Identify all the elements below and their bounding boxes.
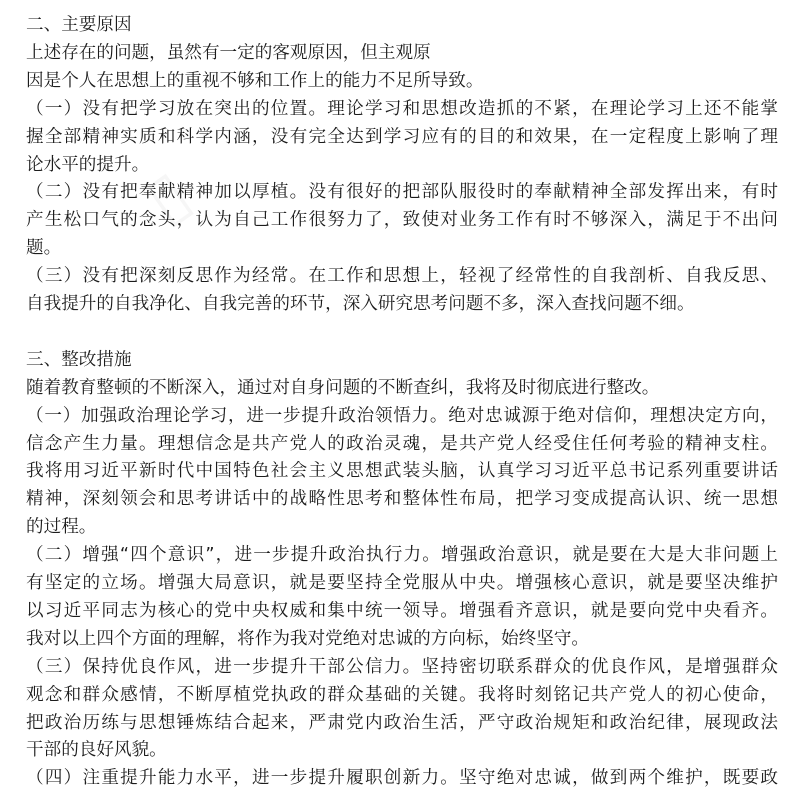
text-line: （一）没有把学习放在突出的位置。理论学习和思想改造抓的不紧，在理论学习上还不能掌: [26, 98, 778, 119]
text-line: 观念和群众感情，不断厚植党执政的群众基础的关键。我将时刻铭记共产党人的初心使命，: [26, 684, 778, 705]
text-line: 随着教育整顿的不断深入，通过对自身问题的不断查纠，我将及时彻底进行整改。: [26, 377, 660, 398]
text-line: （二）没有把奉献精神加以厚植。没有很好的把部队服役时的奉献精神全部发挥出来，有时: [26, 182, 778, 203]
text-line: （四）注重提升能力水平，进一步提升履职创新力。坚守绝对忠诚，做到两个维护，既要政: [26, 768, 778, 789]
text-line: 产生松口气的念头，认为自己工作很努力了，致使对业务工作有时不够深入，满足于不出问: [26, 210, 778, 231]
text-line: 以习近平同志为核心的党中央权威和集中统一领导。增强看齐意识，就是要向党中央看齐。: [26, 600, 778, 621]
text-line: 我将用习近平新时代中国特色社会主义思想武装头脑，认真学习习近平总书记系列重要讲话: [26, 461, 778, 482]
text-line: 信念产生力量。理想信念是共产党人的政治灵魂，是共产党人经受住任何考验的精神支柱。: [26, 433, 778, 454]
text-line: 我对以上四个方面的理解，将作为我对党绝对忠诚的方向标，始终坚守。: [26, 628, 590, 649]
section-heading-reasons: 二、主要原因: [26, 15, 132, 35]
text-line: 上述存在的问题，虽然有一定的客观原因，但主观原: [26, 42, 431, 63]
text-line: 干部的良好风貌。: [26, 740, 167, 761]
text-line: 自我提升的自我净化、自我完善的环节，深入研究思考问题不多，深入查找问题不细。: [26, 294, 695, 314]
text-line: 题。: [26, 238, 62, 259]
text-line: 有坚定的立场。增强大局意识，就是要坚持全党服从中央。增强核心意识，就是要坚决维护: [26, 573, 778, 593]
text-line: 的过程。: [26, 517, 97, 538]
text-line: 因是个人在思想上的重视不够和工作上的能力不足所导致。: [26, 70, 484, 91]
text-line: （二）增强“四个意识”，进一步提升政治执行力。增强政治意识，就是要在大是大非问题上: [26, 545, 778, 566]
text-line: 握全部精神实质和科学内涵，没有完全达到学习应有的目的和效果，在一定程度上影响了理: [26, 126, 778, 147]
text-line: 精神，深刻领会和思考讲话中的战略性思考和整体性布局，把学习变成提高认识、统一思想: [26, 489, 778, 510]
text-line: 论水平的提升。: [26, 154, 150, 175]
text-line: （三）保持优良作风，进一步提升干部公信力。坚持密切联系群众的优良作风，是增强群众: [26, 656, 778, 677]
text-line: 把政治历练与思想锤炼结合起来，严肃党内政治生活，严守政治规矩和政治纪律，展现政法: [26, 712, 778, 733]
blank-line: [26, 319, 778, 347]
section-heading-measures: 三、整改措施: [26, 349, 132, 370]
text-line: （三）没有把深刻反思作为经常。在工作和思想上，轻视了经常性的自我剖析、自我反思、: [26, 266, 778, 287]
text-line: （一）加强政治理论学习，进一步提升政治领悟力。绝对忠诚源于绝对信仰，理想决定方向，: [26, 405, 778, 426]
